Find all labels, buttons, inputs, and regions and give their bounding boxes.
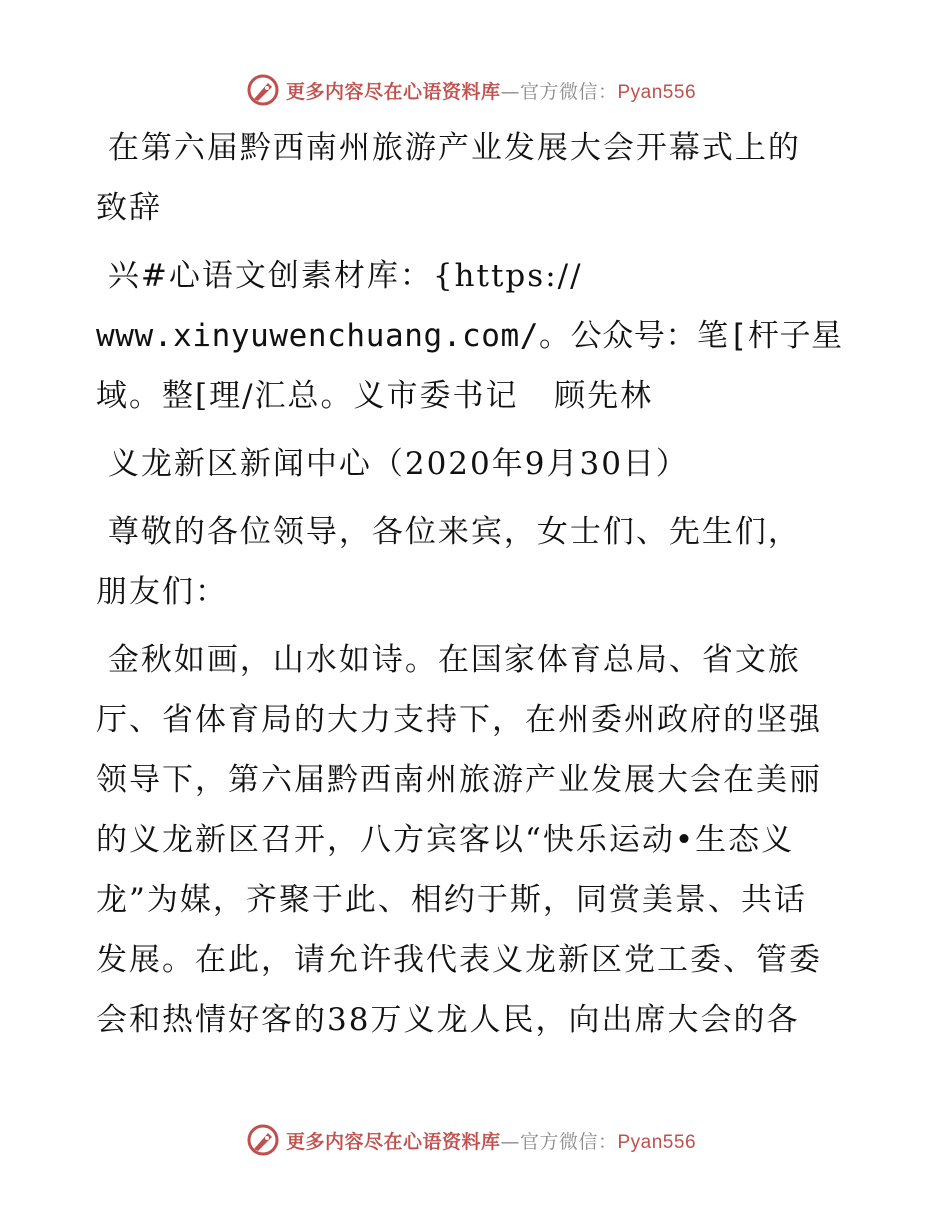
banner-wechat-id: Pyan556 xyxy=(617,1131,697,1153)
header-banner-text xyxy=(286,77,696,104)
body-line: 的义龙新区召开，八方宾客以“快乐运动•生态义 xyxy=(96,822,795,858)
banner-site-name: 更多内容尽在心语资料库 xyxy=(285,1130,501,1153)
pen-nib-logo-icon xyxy=(246,73,280,107)
banner-wechat-label: —官方微信： xyxy=(500,1130,618,1153)
document-title xyxy=(96,118,856,238)
banner-site-name: 更多内容尽在心语资料库 xyxy=(285,80,501,103)
source-paragraph xyxy=(96,246,856,426)
title-line-2: 致辞 xyxy=(96,190,162,226)
body-line: 会和热情好客的38万义龙人民，向出席大会的各 xyxy=(96,1002,800,1038)
footer-banner-content xyxy=(246,1123,696,1157)
banner-wechat-id: Pyan556 xyxy=(617,81,697,103)
body-line: 领导下，第六届黔西南州旅游产业发展大会在美丽 xyxy=(96,762,822,798)
pen-nib-logo-icon xyxy=(246,1123,280,1157)
body-line: 金秋如画，山水如诗。在国家体育总局、省文旅 xyxy=(96,642,801,678)
body-line: 厅、省体育局的大力支持下，在州委州政府的坚强 xyxy=(96,702,822,738)
title-line-1: 在第六届黔西南州旅游产业发展大会开幕式上的 xyxy=(96,130,801,166)
source-line-3: 域。整[理/汇总。义市委书记 顾先林 xyxy=(96,378,654,414)
greeting-line-2: 朋友们： xyxy=(96,574,228,610)
banner-wechat-label: —官方微信： xyxy=(500,80,618,103)
dateline: 义龙新区新闻中心（2020年9月30日） xyxy=(96,446,689,482)
body-paragraph xyxy=(96,630,856,1050)
body-line: 发展。在此，请允许我代表义龙新区党工委、管委 xyxy=(96,942,822,978)
source-line-1: 兴#心语文创素材库：{https:// xyxy=(96,258,583,294)
header-banner xyxy=(0,70,950,110)
document-body xyxy=(96,118,856,1058)
greeting-line-1: 尊敬的各位领导，各位来宾，女士们、先生们， xyxy=(96,514,801,550)
source-line-2: www.xinyuwenchuang.com/。公众号：笔[杆子星 xyxy=(96,318,843,354)
header-banner-content xyxy=(246,73,696,107)
greeting-paragraph xyxy=(96,502,856,622)
footer-banner xyxy=(0,1120,950,1160)
body-line: 龙”为媒，齐聚于此、相约于斯，同赏美景、共话 xyxy=(96,882,807,918)
footer-banner-text xyxy=(286,1127,696,1154)
